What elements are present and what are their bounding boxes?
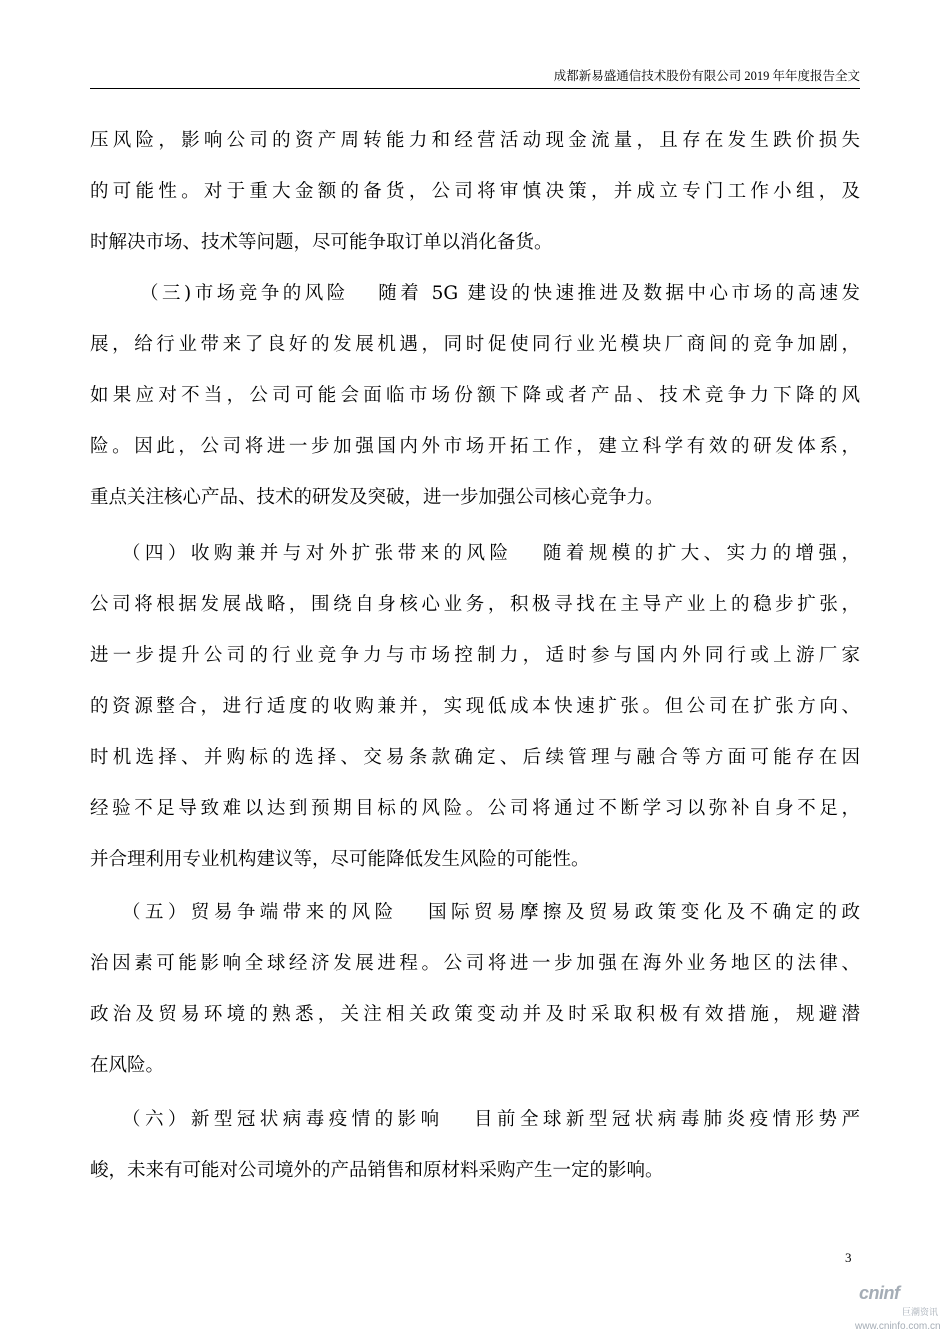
cninfo-logo: cninf: [859, 1283, 900, 1303]
section-heading: （五）贸易争端带来的风险: [122, 902, 398, 923]
text-line: [90, 1094, 860, 1145]
text-line: 峻，未来有可能对公司境外的产品销售和原材料采购产生一定的影响。: [90, 1160, 664, 1181]
text-line: 政治及贸易环境的熟悉，关注相关政策变动并及时采取积极有效措施，规避潜: [90, 1004, 860, 1025]
text-line: 公司将根据发展战略，围绕自身核心业务，积极寻找在主导产业上的稳步扩张，: [90, 594, 860, 615]
text-line: 进一步提升公司的行业竞争力与市场控制力，适时参与国内外同行或上游厂家: [90, 645, 860, 666]
page-number: 3: [845, 1250, 852, 1265]
text-line: 重点关注核心产品、技术的研发及突破，进一步加强公司核心竞争力。: [90, 487, 664, 508]
text-line: 在风险。: [90, 1055, 165, 1076]
text-line: 的资源整合，进行适度的收购兼并，实现低成本快速扩张。但公司在扩张方向、: [90, 696, 860, 717]
paragraph-market-competition-risk: [90, 268, 860, 523]
text-line: 如果应对不当，公司可能会面临市场份额下降或者产品、技术竞争力下降的风: [90, 385, 860, 406]
text-line: [90, 528, 860, 579]
paragraph-trade-dispute-risk: [90, 887, 860, 1091]
paragraph-merger-expansion-risk: [90, 528, 860, 885]
text-segment: 国际贸易摩擦及贸易政策变化及不确定的政: [423, 902, 860, 923]
paragraph-inventory-risk-continued: [90, 115, 860, 268]
text-line: 经验不足导致难以达到预期目标的风险。公司将通过不断学习以弥补自身不足，: [90, 798, 860, 819]
cninfo-logo-chinese: 巨潮资讯: [902, 1307, 939, 1317]
text-segment: 随着规模的扩大、实力的增强，: [538, 543, 860, 564]
text-line: 压风险，影响公司的资产周转能力和经营活动现金流量，且存在发生跌价损失: [90, 130, 860, 151]
text-segment: 随着 5G 建设的快速推进及数据中心市场的高速发: [374, 283, 861, 304]
section-heading: （六）新型冠状病毒疫情的影响: [122, 1109, 444, 1130]
text-line: [90, 887, 860, 938]
cninfo-watermark: [855, 1283, 950, 1338]
text-line: 的可能性。对于重大金额的备货，公司将审慎决策，并成立专门工作小组，及: [90, 181, 860, 202]
text-line: [90, 268, 860, 319]
text-segment: 目前全球新型冠状病毒肺炎疫情形势严: [469, 1109, 860, 1130]
text-line: 时解决市场、技术等问题，尽可能争取订单以消化备货。: [90, 232, 553, 253]
text-line: 时机选择、并购标的选择、交易条款确定、后续管理与融合等方面可能存在因: [90, 747, 860, 768]
section-heading: （三)市场竞争的风险: [140, 283, 349, 304]
text-line: 治因素可能影响全球经济发展进程。公司将进一步加强在海外业务地区的法律、: [90, 953, 860, 974]
paragraph-covid-impact: [90, 1094, 860, 1196]
cninfo-url: www.cninfo.com.cn: [855, 1321, 941, 1332]
text-line: 险。因此，公司将进一步加强国内外市场开拓工作，建立科学有效的研发体系，: [90, 436, 860, 457]
page-header: 成都新易盛通信技术股份有限公司 2019 年年度报告全文: [553, 69, 860, 83]
header-divider: [90, 88, 860, 89]
text-line: 展，给行业带来了良好的发展机遇，同时促使同行业光模块厂商间的竞争加剧，: [90, 334, 860, 355]
section-heading: （四）收购兼并与对外扩张带来的风险: [122, 543, 513, 564]
text-line: 并合理利用专业机构建议等，尽可能降低发生风险的可能性。: [90, 849, 590, 870]
